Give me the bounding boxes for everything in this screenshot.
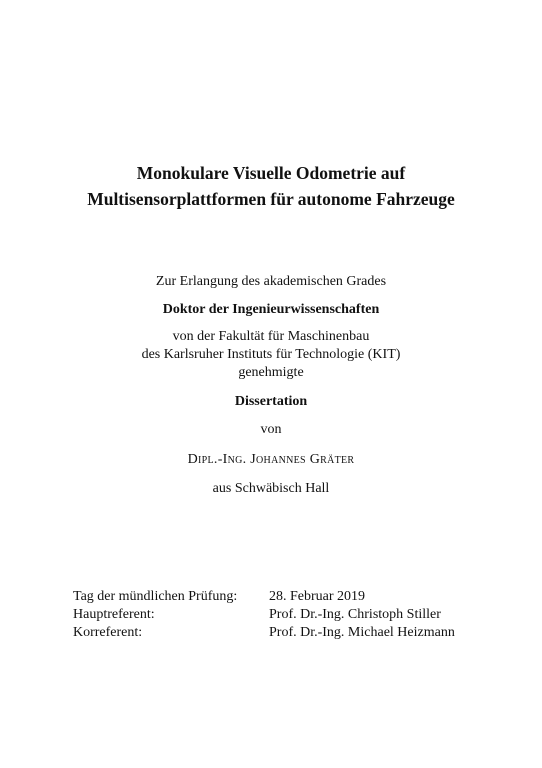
thesis-title-line-2: Multisensorplattformen für autonome Fahrzeuge xyxy=(87,189,455,209)
exam-date-row xyxy=(73,588,455,606)
examination-info-table xyxy=(73,588,455,642)
main-referee-label: Hauptreferent: xyxy=(73,607,155,622)
faculty-line-2: des Karlsruher Instituts für Technologie (KIT) xyxy=(141,347,401,362)
document-type: Dissertation xyxy=(234,394,308,409)
von-line: von xyxy=(260,422,282,437)
co-referee-value: Prof. Dr.-Ing. Michael Heizmann xyxy=(269,625,455,640)
approved-line: genehmigte xyxy=(238,365,304,380)
thesis-title xyxy=(0,160,542,212)
exam-date-value: 28. Februar 2019 xyxy=(269,589,366,604)
author-name: Dipl.-Ing. Johannes Gräter xyxy=(187,452,355,467)
exam-date-label: Tag der mündlichen Prüfung: xyxy=(73,589,238,604)
author-origin: aus Schwäbisch Hall xyxy=(212,481,330,496)
thesis-title-line-1: Monokulare Visuelle Odometrie auf xyxy=(136,163,406,183)
main-referee-row xyxy=(73,606,455,624)
faculty-block xyxy=(0,328,542,382)
degree-name: Doktor der Ingenieurwissenschaften xyxy=(162,302,380,317)
co-referee-label: Korreferent: xyxy=(73,625,143,640)
co-referee-row xyxy=(73,624,455,642)
degree-intro: Zur Erlangung des akademischen Grades xyxy=(155,274,387,289)
main-referee-value: Prof. Dr.-Ing. Christoph Stiller xyxy=(269,607,441,622)
faculty-line-1: von der Fakultät für Maschinenbau xyxy=(172,329,370,344)
